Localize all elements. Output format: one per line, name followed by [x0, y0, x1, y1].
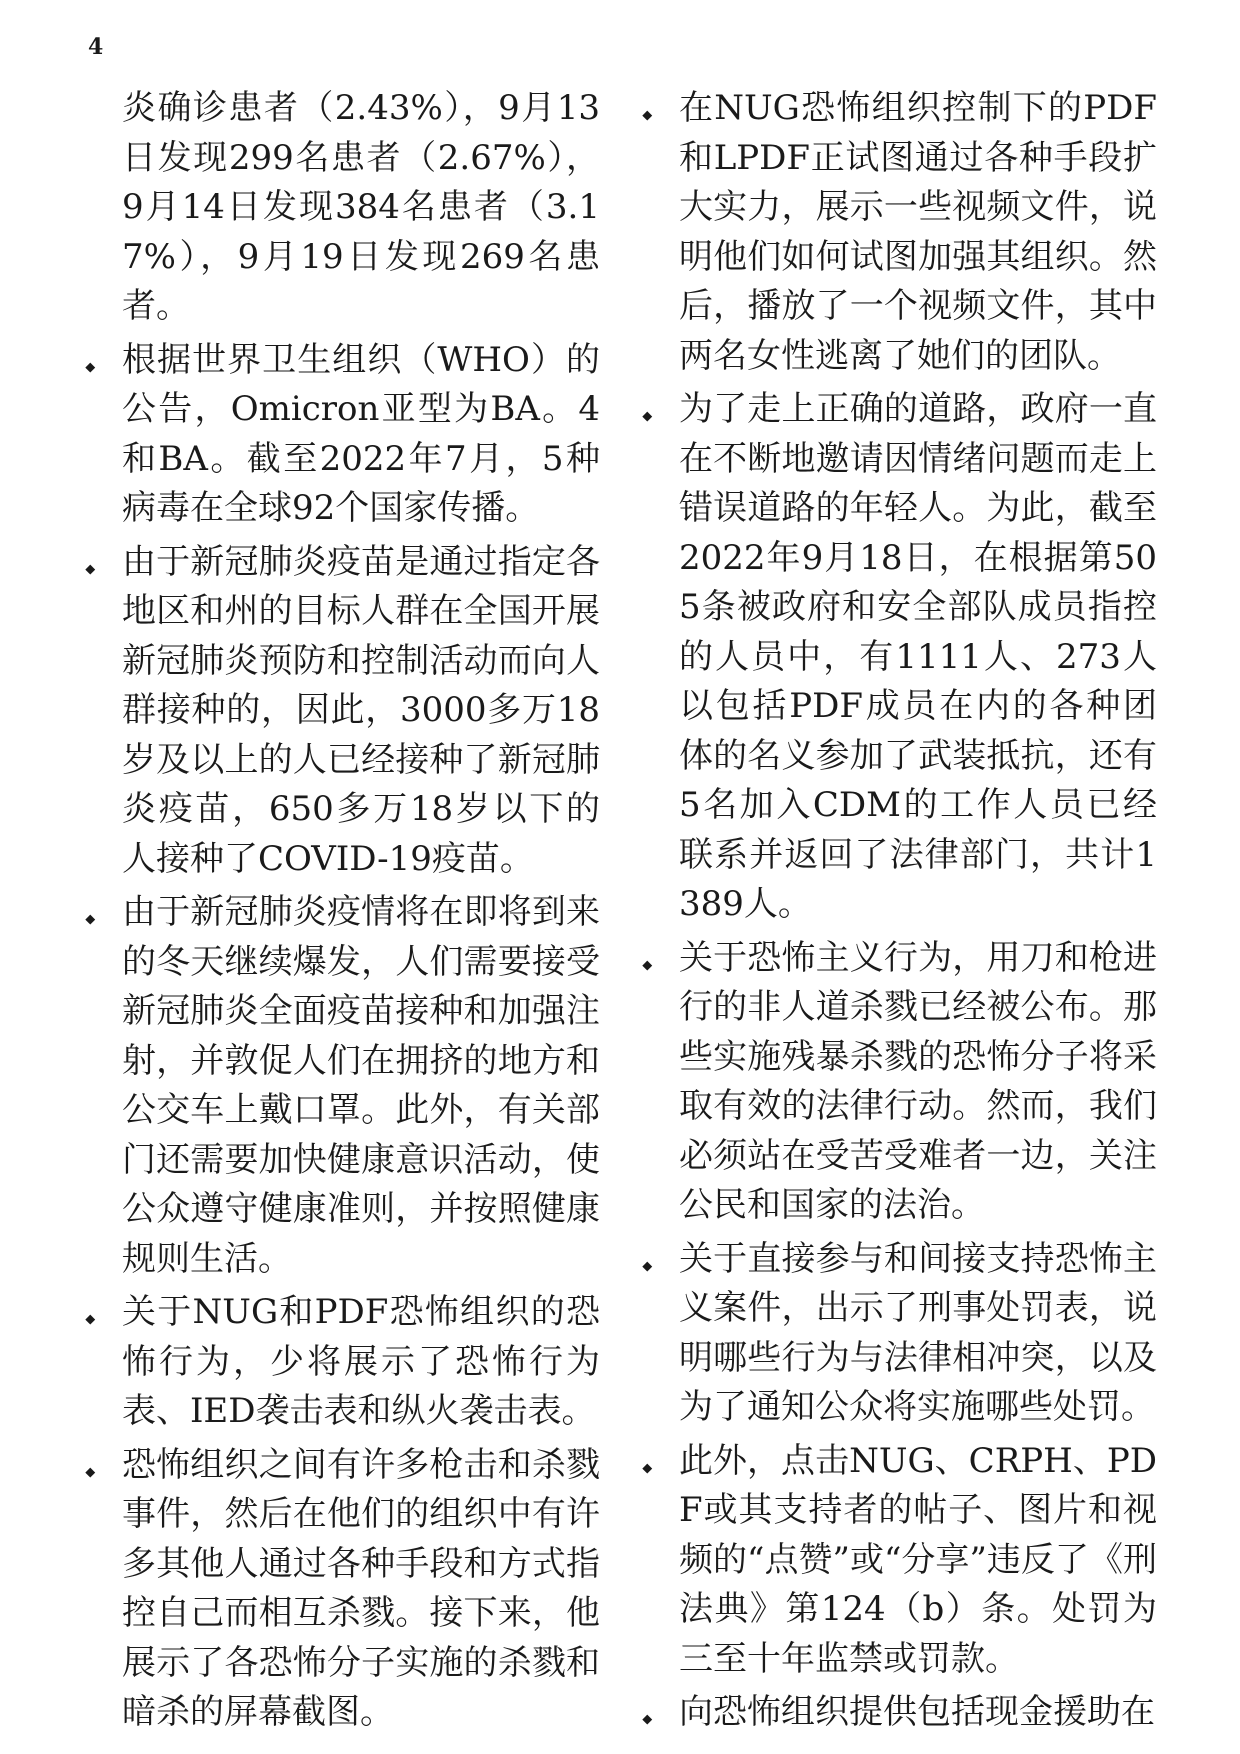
paragraph-text: 关于NUG和PDF恐怖组织的恐怖行为，少将展示了恐怖行为表、IED袭击表和纵火袭击表。 — [122, 1292, 600, 1431]
paragraph-text: 根据世界卫生组织（WHO）的公告，Omicron亚型为BA。4和BA。截至2022年7月，5种病毒在全球92个国家传播。 — [122, 339, 600, 528]
bullet-diamond-icon — [86, 538, 102, 588]
list-item — [84, 84, 600, 332]
paragraph-text: 关于直接参与和间接支持恐怖主义案件，出示了刑事处罚表，说明哪些行为与法律相冲突，以及为了通知公众将实施哪些处罚。 — [679, 1238, 1157, 1427]
bullet-diamond-icon — [643, 934, 659, 984]
left-column — [84, 84, 600, 1742]
list-item — [84, 1441, 600, 1738]
list-item — [641, 1235, 1157, 1433]
list-item — [641, 1437, 1157, 1685]
bullet-diamond-icon — [643, 1235, 659, 1285]
page-number: 4 — [88, 34, 104, 60]
bullet-diamond-icon — [643, 84, 659, 134]
paragraph-text: 炎确诊患者（2.43%），9月13日发现299名患者（2.67%），9月14日发现384名患者（3.17%），9月19日发现269名患者。 — [122, 88, 600, 326]
right-column — [641, 84, 1157, 1742]
bullet-diamond-icon — [86, 888, 102, 938]
list-item — [84, 336, 600, 534]
paragraph-text: 由于新冠肺炎疫情将在即将到来的冬天继续爆发，人们需要接受新冠肺炎全面疫苗接种和加强注射，并敦促人们在拥挤的地方和公交车上戴口罩。此外，有关部门还需要加快健康意识活动，使公众遵守健康准则，并按照健康规则生活。 — [122, 892, 600, 1279]
bullet-diamond-icon — [86, 1441, 102, 1491]
bullet-diamond-icon — [643, 385, 659, 435]
paragraph-text: 恐怖组织之间有许多枪击和杀戮事件，然后在他们的组织中有许多其他人通过各种手段和方式指控自己而相互杀戮。接下来，他展示了各恐怖分子实施的杀戮和暗杀的屏幕截图。 — [122, 1444, 600, 1732]
bullet-diamond-icon — [86, 336, 102, 386]
paragraph-text: 为了走上正确的道路，政府一直在不断地邀请因情绪问题而走上错误道路的年轻人。为此，截至2022年9月18日，在根据第505条被政府和安全部队成员指控的人员中，有1111人、273人以包括PDF成员在内的各种团体的名义参加了武装抵抗，还有5名加入CDM的工作人员已经联系并返回了法律部门，共计1389人。 — [679, 389, 1157, 924]
list-item — [641, 385, 1157, 930]
bullet-diamond-icon — [86, 1288, 102, 1338]
bullet-diamond-icon — [643, 1437, 659, 1487]
list-item — [84, 888, 600, 1284]
paragraph-text: 由于新冠肺炎疫苗是通过指定各地区和州的目标人群在全国开展新冠肺炎预防和控制活动而向人群接种的，因此，3000多万18岁及以上的人已经接种了新冠肺炎疫苗，650多万18岁以下的人接种了COVID-19疫苗。 — [122, 541, 600, 879]
list-item — [84, 538, 600, 885]
paragraph-text: 向恐怖组织提供包括现金援助在 — [679, 1692, 1155, 1732]
paragraph-text: 在NUG恐怖组织控制下的PDF和LPDF正试图通过各种手段扩大实力，展示一些视频文件，说明他们如何试图加强其组织。然后，播放了一个视频文件，其中两名女性逃离了她们的团队。 — [679, 88, 1157, 376]
list-item — [641, 84, 1157, 381]
paragraph-text: 此外，点击NUG、CRPH、PDF或其支持者的帖子、图片和视频的“点赞”或“分享”违反了《刑法典》第124（b）条。处罚为三至十年监禁或罚款。 — [679, 1440, 1157, 1679]
paragraph-text: 关于恐怖主义行为，用刀和枪进行的非人道杀戮已经被公布。那些实施残暴杀戮的恐怖分子将采取有效的法律行动。然而，我们必须站在受苦受难者一边，关注公民和国家的法治。 — [679, 937, 1157, 1225]
list-item — [84, 1288, 600, 1437]
list-item — [641, 934, 1157, 1231]
bullet-diamond-icon — [643, 1688, 659, 1738]
list-item — [641, 1688, 1157, 1738]
